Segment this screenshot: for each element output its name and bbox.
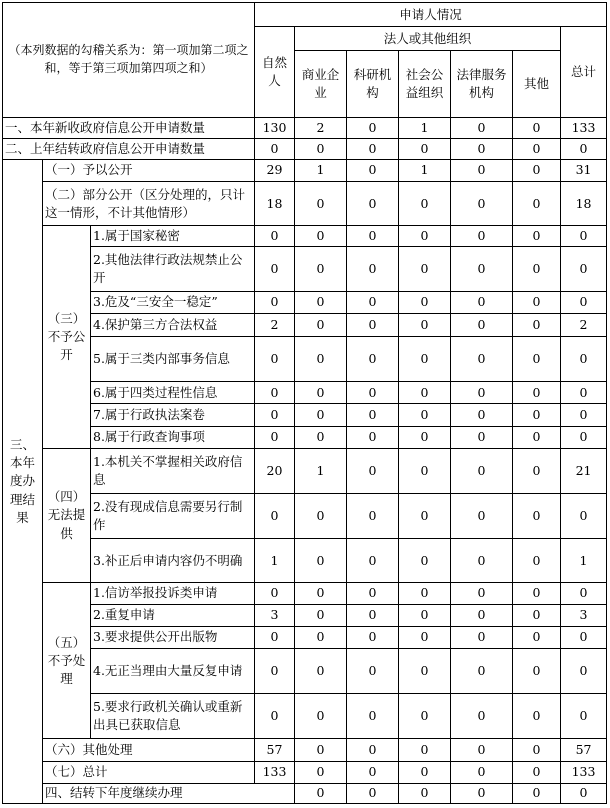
- cell-other: 0: [513, 426, 561, 448]
- cell-natural: 0: [255, 626, 295, 648]
- not-processed-group-label: （五）不予处理: [43, 583, 91, 739]
- header-social: 社会公益组织: [399, 51, 451, 117]
- row-label: 1.信访举报投诉类申请: [91, 583, 255, 604]
- table-row: [3, 117, 607, 138]
- table-row: [3, 783, 607, 803]
- row-label: 2.其他法律行政法规禁止公开: [91, 247, 255, 291]
- cell-legal-service: 0: [451, 583, 513, 604]
- table-row: [3, 493, 607, 538]
- cell-social: 0: [399, 626, 451, 648]
- table-row: [3, 313, 607, 336]
- cell-natural: 0: [255, 382, 295, 404]
- cell-legal-service: 0: [451, 159, 513, 181]
- table-row: [3, 426, 607, 448]
- table-row: [3, 247, 607, 291]
- cell-other: 0: [513, 739, 561, 761]
- disclosure-statistics-table: [2, 2, 607, 804]
- row-label: 二、上年结转政府信息公开申请数量: [3, 138, 255, 159]
- table-row: [3, 291, 607, 313]
- cell-natural: 0: [255, 493, 295, 538]
- row-label: 2.没有现成信息需要另行制作: [91, 493, 255, 538]
- cell-business: 0: [295, 493, 347, 538]
- cell-legal-service: 0: [451, 493, 513, 538]
- cell-social: 0: [399, 448, 451, 493]
- cell-total: 2: [561, 313, 607, 336]
- cell-social: 0: [451, 783, 513, 803]
- cell-business: 0: [295, 694, 347, 739]
- table-row: [3, 694, 607, 739]
- cell-business: 2: [295, 117, 347, 138]
- cell-research: 0: [347, 739, 399, 761]
- cell-research: 0: [347, 117, 399, 138]
- cell-social: 0: [399, 291, 451, 313]
- cell-legal-service: 0: [451, 226, 513, 247]
- cell-legal-service: 0: [451, 426, 513, 448]
- cell-research: 0: [347, 226, 399, 247]
- cell-social: 0: [399, 761, 451, 783]
- cell-social: 0: [399, 539, 451, 583]
- cell-natural: 18: [255, 182, 295, 226]
- cell-total: 0: [561, 694, 607, 739]
- cell-other: 0: [513, 404, 561, 426]
- cell-research: 0: [347, 159, 399, 181]
- cell-total: 18: [561, 182, 607, 226]
- cell-natural: 0: [255, 247, 295, 291]
- row-label: 一、本年新收政府信息公开申请数量: [3, 117, 255, 138]
- row-label: 6.属于四类过程性信息: [91, 382, 255, 404]
- cell-natural: 2: [255, 313, 295, 336]
- cell-total: 0: [561, 336, 607, 381]
- cell-total: 0: [561, 226, 607, 247]
- cell-legal-service: 0: [451, 448, 513, 493]
- cell-total: 0: [561, 626, 607, 648]
- cell-other: 0: [513, 226, 561, 247]
- table-row: [3, 626, 607, 648]
- cell-natural: 0: [255, 226, 295, 247]
- table-row: [3, 648, 607, 693]
- cell-business: 0: [295, 382, 347, 404]
- cell-other: 0: [513, 182, 561, 226]
- cell-legal-service: 0: [451, 291, 513, 313]
- table-row: [3, 159, 607, 181]
- cell-social: 0: [399, 138, 451, 159]
- row-label: （二）部分公开（区分处理的，只计这一情形，不计其他情形）: [43, 182, 255, 226]
- cell-total: 21: [561, 448, 607, 493]
- cell-research: 0: [347, 247, 399, 291]
- cell-business: 0: [295, 291, 347, 313]
- unable-group-label: （四）无法提供: [43, 448, 91, 583]
- cell-natural: 0: [255, 648, 295, 693]
- cell-business: 0: [295, 739, 347, 761]
- cell-natural: 0: [255, 291, 295, 313]
- cell-social: 0: [399, 313, 451, 336]
- cell-research: 0: [347, 761, 399, 783]
- row-label: （一）予以公开: [43, 159, 255, 181]
- cell-natural: 0: [255, 138, 295, 159]
- cell-business: 0: [295, 426, 347, 448]
- cell-natural: 0: [295, 783, 347, 803]
- table-note: （本列数据的勾稽关系为：第一项加第二项之和，等于第三项加第四项之和）: [3, 3, 255, 118]
- cell-social: 1: [399, 159, 451, 181]
- row-label: 1.属于国家秘密: [91, 226, 255, 247]
- cell-legal-service: 0: [451, 336, 513, 381]
- denied-group-label: （三）不予公开: [43, 226, 91, 448]
- cell-natural: 133: [255, 761, 295, 783]
- cell-natural: 0: [255, 336, 295, 381]
- cell-social: 0: [399, 404, 451, 426]
- cell-natural: 0: [255, 583, 295, 604]
- row-label: 四、结转下年度继续办理: [43, 783, 295, 803]
- cell-natural: 1: [255, 539, 295, 583]
- cell-legal-service: 0: [451, 117, 513, 138]
- row-label: 2.重复申请: [91, 604, 255, 626]
- cell-social: 0: [399, 382, 451, 404]
- cell-other: 0: [561, 783, 607, 803]
- cell-business: 0: [295, 648, 347, 693]
- cell-other: 0: [513, 313, 561, 336]
- cell-research: 0: [347, 604, 399, 626]
- row-label: 7.属于行政执法案卷: [91, 404, 255, 426]
- row-label: 8.属于行政查询事项: [91, 426, 255, 448]
- cell-other: 0: [513, 493, 561, 538]
- cell-other: 0: [513, 539, 561, 583]
- header-legal-service: 法律服务机构: [451, 51, 513, 117]
- cell-research: 0: [347, 448, 399, 493]
- cell-research: 0: [347, 493, 399, 538]
- row-label: 1.本机关不掌握相关政府信息: [91, 448, 255, 493]
- cell-total: 133: [561, 117, 607, 138]
- cell-research: 0: [347, 291, 399, 313]
- cell-legal-service: 0: [451, 626, 513, 648]
- table-row: [3, 382, 607, 404]
- row-label: 5.属于三类内部事务信息: [91, 336, 255, 381]
- cell-total: 3: [561, 604, 607, 626]
- cell-social: 0: [399, 226, 451, 247]
- cell-research: 0: [347, 382, 399, 404]
- cell-research: 0: [347, 182, 399, 226]
- cell-natural: 0: [255, 694, 295, 739]
- row-label: 4.无正当理由大量反复申请: [91, 648, 255, 693]
- cell-total: 0: [561, 382, 607, 404]
- cell-legal-service: 0: [451, 138, 513, 159]
- table-row: [3, 138, 607, 159]
- cell-natural: 0: [255, 426, 295, 448]
- cell-business: 0: [295, 604, 347, 626]
- cell-social: 0: [399, 694, 451, 739]
- cell-other: 0: [513, 648, 561, 693]
- cell-social: 0: [399, 583, 451, 604]
- cell-total: 31: [561, 159, 607, 181]
- cell-other: 0: [513, 626, 561, 648]
- row-label: （七）总计: [43, 761, 255, 783]
- cell-research: 0: [347, 648, 399, 693]
- cell-research: 0: [347, 404, 399, 426]
- cell-social: 0: [399, 426, 451, 448]
- cell-natural: 29: [255, 159, 295, 181]
- cell-legal-service: 0: [451, 761, 513, 783]
- table-row: [3, 226, 607, 247]
- cell-business: 0: [295, 247, 347, 291]
- row-label: 3.补正后申请内容仍不明确: [91, 539, 255, 583]
- cell-legal-service: 0: [451, 382, 513, 404]
- header-applicant: 申请人情况: [255, 3, 607, 27]
- cell-social: 0: [399, 336, 451, 381]
- cell-legal-service: 0: [451, 604, 513, 626]
- header-other: 其他: [513, 51, 561, 117]
- cell-other: 0: [513, 761, 561, 783]
- header-research: 科研机构: [347, 51, 399, 117]
- cell-other: 0: [513, 291, 561, 313]
- cell-other: 0: [513, 604, 561, 626]
- table-row: [3, 604, 607, 626]
- cell-natural: 20: [255, 448, 295, 493]
- cell-business: 0: [295, 583, 347, 604]
- cell-business: 1: [295, 159, 347, 181]
- cell-legal-service: 0: [451, 694, 513, 739]
- cell-legal-service: 0: [451, 648, 513, 693]
- cell-social: 0: [399, 648, 451, 693]
- table-row: [3, 336, 607, 381]
- cell-research: 0: [347, 583, 399, 604]
- row-label: 3.危及“三安全一稳定”: [91, 291, 255, 313]
- cell-social: 0: [399, 604, 451, 626]
- cell-total: 0: [561, 493, 607, 538]
- cell-business: 0: [295, 626, 347, 648]
- cell-other: 0: [513, 117, 561, 138]
- table-row: [3, 539, 607, 583]
- header-total: 总计: [561, 27, 607, 118]
- cell-research: 0: [347, 426, 399, 448]
- cell-other: 0: [513, 138, 561, 159]
- cell-legal-service: 0: [451, 539, 513, 583]
- header-business: 商业企业: [295, 51, 347, 117]
- row-label: （六）其他处理: [43, 739, 255, 761]
- cell-natural: 57: [255, 739, 295, 761]
- cell-other: 0: [513, 247, 561, 291]
- cell-social: 1: [399, 117, 451, 138]
- cell-other: 0: [513, 583, 561, 604]
- cell-legal-service: 0: [513, 783, 561, 803]
- cell-total: 57: [561, 739, 607, 761]
- cell-natural: 3: [255, 604, 295, 626]
- cell-total: 133: [561, 761, 607, 783]
- cell-total: 0: [561, 426, 607, 448]
- cell-social: 0: [399, 739, 451, 761]
- cell-social: 0: [399, 247, 451, 291]
- cell-business: 0: [295, 138, 347, 159]
- cell-research: 0: [347, 539, 399, 583]
- row-label: 4.保护第三方合法权益: [91, 313, 255, 336]
- header-legal-group: 法人或其他组织: [295, 27, 561, 51]
- cell-total: 0: [561, 648, 607, 693]
- cell-business: 1: [295, 448, 347, 493]
- cell-legal-service: 0: [451, 182, 513, 226]
- cell-total: 0: [561, 247, 607, 291]
- cell-business: 0: [295, 761, 347, 783]
- row-label: 3.要求提供公开出版物: [91, 626, 255, 648]
- table-row: [3, 182, 607, 226]
- cell-social: 0: [399, 493, 451, 538]
- cell-legal-service: 0: [451, 247, 513, 291]
- cell-business: 0: [347, 783, 399, 803]
- cell-total: 1: [561, 539, 607, 583]
- cell-legal-service: 0: [451, 404, 513, 426]
- cell-research: 0: [347, 138, 399, 159]
- cell-business: 0: [295, 182, 347, 226]
- cell-research: 0: [399, 783, 451, 803]
- cell-business: 0: [295, 226, 347, 247]
- cell-business: 0: [295, 313, 347, 336]
- cell-other: 0: [513, 382, 561, 404]
- cell-business: 0: [295, 336, 347, 381]
- table-row: [3, 583, 607, 604]
- row-label: 5.要求行政机关确认或重新出具已获取信息: [91, 694, 255, 739]
- cell-research: 0: [347, 313, 399, 336]
- cell-other: 0: [513, 694, 561, 739]
- table-row: [3, 761, 607, 783]
- table-row: [3, 739, 607, 761]
- cell-total: 0: [561, 138, 607, 159]
- cell-legal-service: 0: [451, 739, 513, 761]
- cell-research: 0: [347, 694, 399, 739]
- cell-business: 0: [295, 404, 347, 426]
- cell-business: 0: [295, 539, 347, 583]
- cell-research: 0: [347, 626, 399, 648]
- cell-total: 0: [561, 404, 607, 426]
- cell-total: 0: [561, 291, 607, 313]
- table-row: [3, 404, 607, 426]
- cell-natural: 0: [255, 404, 295, 426]
- cell-legal-service: 0: [451, 313, 513, 336]
- cell-other: 0: [513, 448, 561, 493]
- header-natural-person: 自然人: [255, 27, 295, 118]
- cell-natural: 130: [255, 117, 295, 138]
- cell-research: 0: [347, 336, 399, 381]
- cell-other: 0: [513, 159, 561, 181]
- table-row: [3, 448, 607, 493]
- section3-label: 三、本年度办理结果: [3, 159, 43, 803]
- cell-total: 0: [561, 583, 607, 604]
- cell-other: 0: [513, 336, 561, 381]
- cell-social: 0: [399, 182, 451, 226]
